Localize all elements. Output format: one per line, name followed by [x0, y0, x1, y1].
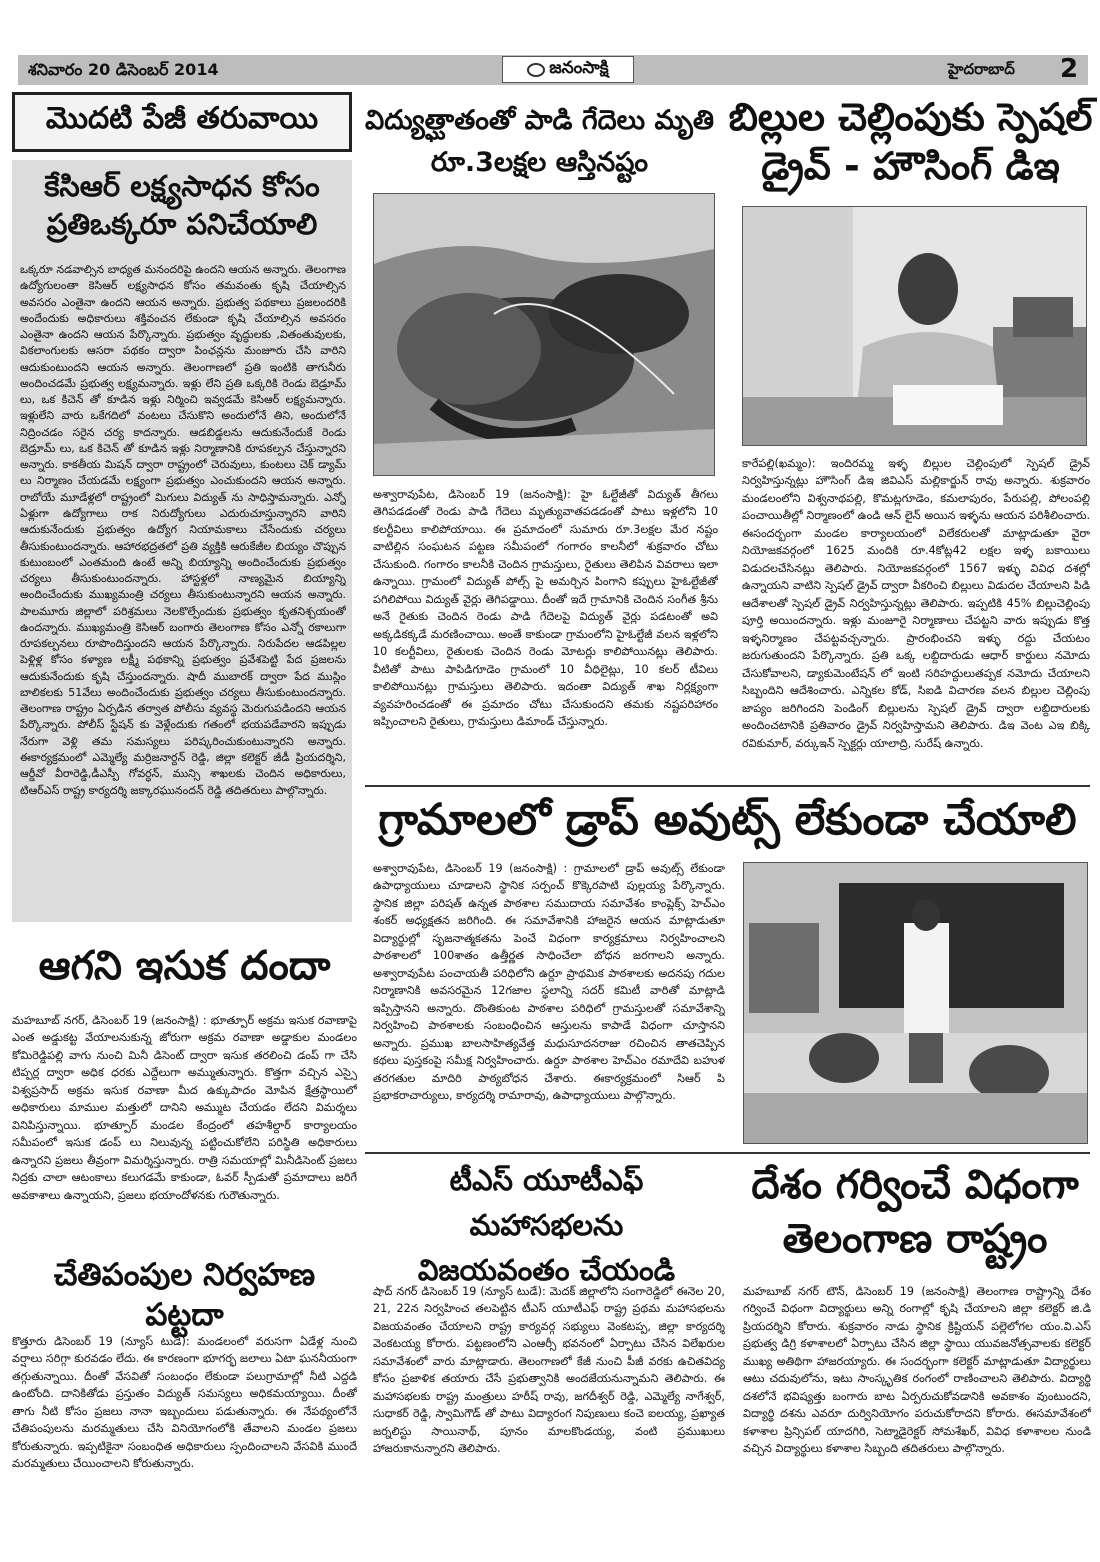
- continued-banner: మొదటి పేజీ తరువాయి: [12, 92, 352, 152]
- chetipampu-headline: చేతిపంపుల నిర్వహణ పట్టదా: [53, 1257, 316, 1334]
- cows-body: అశ్వారావుపేట, డిసెంబర్ 19 (జనంసాక్షి): హై ఓల్టేజీతో విద్యుత్ తీగలు తెగిపడడంతో రెండు పాడి గేదెలు మృత్యువాతపడడంతో పాటు ఇళ్లలోని 10 కలర్టీవిలు కాలిపోయాయి. ఈ ప్రమాదంలో సుమారు రూ.3లక్షల మేర నష్టం వాటిల్లిన సంఘటన పట్టణ సమీపంలో గంగారం కాలనీలో శుక్రవారం చోటు చేసుకుంది. గంగారం కాలనీకి చెందిన గ్రామస్తులు, రైతులు తెలిపిన వివరాలు ఇలా ఉన్నాయి. గ్రామంలో విద్యుత్ పోల్స్ పై అమర్చిన పింగాని కప్పులు హైఓల్టేజీతో పగిలిపోయి విద్యుత్ వైర్లు తెగిపడ్డాయి. దీంతో ఇదే గ్రామానికి చెందిన సంగీత శ్రీను అనే రైతుకు చెందిన రెండు పాడి గేదెలపై విద్యుత్ వైర్లు పడటంతో అవి అక్కడికక్కడే మరణించాయి. అంతే కాకుండా గ్రామంలోని హైఓల్టేజీ వలన ఇళ్లలోని 10 కలర్టీవిలు, రైతులకు చెందిన రెండు మోటర్లు కాలిపోయినట్లు తెలిపారు. వీటితో పాటు పాపిడిగూడెం గ్రామంలో 10 వీధిలైట్లు, 10 కలర్ టీవిలు కాలిపోయినట్లు గ్రామస్తులు తెలిపారు. ఇదంతా విద్యుత్ శాఖ నిర్లక్ష్యంగా వ్యవహరించడంతో ఈ ప్రమాదం చోటు చేసుకుందని తమకు నష్టపరిహారం ఇప్పించాలని రైతులు, గ్రామస్తులు డిమాండ్ చేస్తున్నారు.: [373, 488, 718, 729]
- city-name: హైదరాబాద్: [948, 60, 1015, 78]
- desham-headline-line2: తెలంగాణ రాష్ట్రం: [782, 1216, 1048, 1262]
- section-divider: [365, 785, 1090, 787]
- isuka-headline: ఆగని ఇసుక దందా: [38, 943, 331, 989]
- section-divider-2: [365, 1152, 1090, 1154]
- tsutf-headline: [368, 1158, 725, 1293]
- tsutf-headline-line2: విజయవంతం చేయండి: [417, 1252, 676, 1287]
- dropout-headline: గ్రామాలలో డ్రాప్ అవుట్స్ లేకుండా చేయాలి: [378, 795, 1077, 845]
- tsutf-headline-line1: టీఎస్ యూటీఎఫ్ మహాసభలను: [449, 1163, 644, 1242]
- officer-illustration: [743, 207, 1086, 445]
- desham-body: మహబూబ్ నగర్ టౌన్, డిసెంబర్ 19 (జనంసాక్షి) తెలంగాణ రాష్ట్రాన్ని దేశం గర్వించే విధంగా విద్యార్థులు అన్ని రంగాల్లో కృషి చేయాలని జిల్లా కలెక్టర్ జి.డి ప్రియదర్శిని కోరారు. శుక్రవారం నాడు స్థానిక క్రిష్టియన్ పల్లెలోగల యం.వి.ఎస్ ప్రభుత్వ డిగ్రి కళాశాలలో ఏర్పాటు చేసిన జిల్లా స్థాయి యువజనోత్సవాలకు కలెక్టర్ ముఖ్య అతిథిగా హాజరయ్యారు. ఈ సందర్భంగా కలెక్టర్ మాట్లాడుతూ విద్యార్థులు ఆటు చదువులోను, ఇటు సాంస్కృతిక రంగంలో రాణించాలని తెలిపారు. విద్యార్థి దశలోనే భవిష్యత్తు బంగారు బాట ఏర్పరుచుకోవడానికి అవకాశం వుంటుందని, విద్యార్థి దశను ఎవరూ దుర్వినియోగం పరుచుకోరాదని కోరారు. ఈసమావేశంలో కళాశాల ప్రిన్సిపల్ యాదగిరి, సెట్మాడైరెక్టర్ సోమశేఖర్, వివిధ కళాశాలల నుండి వచ్చిన విద్యార్థులు కళాశాల సిబ్బంది తదితరులు పాల్గొన్నారు.: [743, 1285, 1091, 1456]
- chetipampu-body: కొత్తూరు డిసెంబర్ 19 (న్యూస్ టుడే): మండలంలో వరుసగా ఏడేళ్ల నుంచి వర్షాలు సరిగ్గా కురవడం లేదు. ఈ కారణంగా భూగర్భ జలాలు ఏటా ఘననీయంగా తగ్గుతున్నాయి. దీంతో వేసవితో సంబంధం లేకుండా పలుగ్రామాల్లో నీటి ఎద్దడి ఉంటోంది. దానికితోడు ప్రస్తుతం విద్యుత్ సమస్యలు అధికమయ్యాయి. దీంతో తాగు నీటి కోసం ప్రజలు నానా ఇబ్బందులు పడుతున్నారు. ఈ నేపథ్యంలోనే చేతిపంపులను మరమ్మతులు చేసి వినియోగంలోకి తేవాలని మండల ప్రజలు కోరుతున్నారు. ఇప్పటికైనా సంబంధిత అధికారులు స్పందించాలని వేసవికి ముందే మరమ్మతులు చేయించాలని కోరుతున్నారు.: [12, 1335, 357, 1471]
- desham-headline-line1: దేశం గర్వించే విధంగా: [751, 1162, 1079, 1208]
- kcr-body: ఒక్కరూ నడవాల్సిన బాధ్యత మనందరిపై ఉందని ఆయన అన్నారు. తెలంగాణ ఉద్యోగులంతా కెసిఆర్ లక్ష్యసాధన కోసం తమవంతు కృషి చేయాల్సిన అవసరం ఎంతైనా ఉందని ఆయన అన్నారు. ప్రభుత్వ పథకాలు ప్రజలందరికి అందేందుకు అధికారులు శక్తివంచన లేకుండా కృషి చేయాల్సిన అవసరం ఎంతైనా ఉందని ఆయన పేర్కొన్నారు. ప్రభుత్వం వృద్ధులకు ,వితంతువులకు, వికలాంగులకు ఆసరా పథకం ద్వారా పింఛన్లను మంజూరు చేసి వారిని ఆదుకుంటుందని ఆయన అన్నారు. తెలంగాణలో ప్రతి ఇంటికి తాగునీరు అందించడమే ప్రభుత్వ లక్ష్యమన్నారు. ఇళ్లు లేని ప్రతి ఒక్కరికి రెండు బెడ్రూమ్ లు, ఒక కిచెన్ తో కూడిన ఇళ్లు నిర్మించి ఇవ్వడమే కెసిఆర్ లక్ష్యమన్నారు. ఇళ్లులేని వారు ఒకేగదిలో వంటలు చేసుకొని అందులోనే తిని, అందులోనే నిద్రించడం సరైన చర్య కాదన్నారు. ఆడబిడ్డలను ఆదుకునేందుకే రెండు బెడ్రూమ్ లు, ఒక కిచెన్ తో కూడిన ఇళ్లు నిర్మాణానికి రూపకల్పన చేస్తున్నారని అన్నారు. కాకతీయ మిషన్ ద్వారా రాష్ట్రంలో చెరువులు, కుంటలు చెక్ డ్యామ్ లు నిర్మాణం చేయడమే లక్ష్యంగా ప్రభుత్వం ఎంచుకుందని ఆయన అన్నారు. రాబోయే మూడేళ్లలో రాష్ట్రంలో మిగులు విద్యుత్ ను సాధిస్తామన్నారు. ఎన్నో ఏళ్లుగా ఉద్యోగాలు రాక నిరుద్యోగులు ఎదురుచూస్తున్నారని వారిని ఆదుకునేందుకు ప్రభుత్వం ఉద్యోగ నియామకాలు చేసేందుకు చర్యలు తీసుకుంటుందన్నారు. ఆహారభద్రతలో ప్రతి వ్యక్తికి ఆరుకేజీల బియ్యం చొప్పున కుటుంబంలో ఎంతమంది ఉంటే అన్ని బియ్యాన్ని అందించేందుకు ప్రభుత్వం చర్యలు తీసుకుంటుందన్నారు. హాస్టళ్లలో నాణ్యమైన బియ్యాన్ని అందించేందుకు ముఖ్యమంత్రి చర్యలు తీసుకుంటున్నారని ఆయన అన్నారు. పాలమూరు జిల్లాలో పరిశ్రమలు నెలకొల్పేందుకు ప్రభుత్వం కృతనిశ్చయంతో ఉందన్నారు. ముఖ్యమంత్రి కెసిఆర్ బంగారు తెలంగాణ కోసం ఎన్నో రకాలుగా రూపకల్పనలు రూపొందిస్తుందని ఆయన పేర్కొన్నారు. నిరుపేదల ఆడపిల్లల పెళ్లిళ్ల కోసం కళ్యాణ లక్ష్మీ పథకాన్ని ప్రభుత్వం ప్రవేశపెట్టి పేద ప్రజలను ఆదుకునేందుకు కృషి చేస్తుందన్నారు. షాదీ ముబారక్ ద్వారా పేద ముస్లిం బాలికలకు 51వేలు అందించేందుకు ప్రభుత్వం చర్యలు తీసుకుంటుందన్నారు. తెలంగాణ రాష్ట్రం ఏర్పడిన తర్వాత పోలీసు వ్యవస్థ మెరుగుపడిందని ఆయన పేర్కొన్నారు. పోలీస్ స్టేషన్ కు వెళ్లేందుకు గతంలో భయపడేవారని ఇప్పుడు నేరుగా వెళ్లి తమ సమస్యలు పరిష్కరించుకుంటున్నారని అన్నారు. ఈకార్యక్రమంలో ఎమ్మెల్యే మర్రిజనార్దన్ రెడ్డి, జిల్లా కలెక్టర్ జీడీ ప్రియదర్శిని, ఆర్డీవో వీరారెడ్డి,డీఎస్పీ గోవర్ధన్, మున్సి శాఖలకు చెందిన అధికారులు, టిఆర్ఎస్ రాష్ట్ర కార్యదర్శి జక్కారఘునందన్ రెడ్డి తదితరులు పాల్గొన్నారు.: [20, 263, 346, 797]
- logo-text: జనంసాక్షి: [549, 57, 609, 78]
- page-number: 2: [1060, 54, 1079, 84]
- electrocuted-buffalo-photo: [373, 193, 715, 476]
- logo-emblem-icon: [527, 63, 545, 77]
- bills-headline: [728, 93, 1093, 190]
- issue-date: శనివారం 20 డిసెంబర్ 2014: [28, 60, 219, 79]
- cows-headline-line1: విద్యుత్ఘాతంతో పాడి గేదెలు మృతి: [365, 105, 714, 136]
- bills-headline-line2: డ్రైవ్ - హౌసింగ్ డిఇ: [761, 143, 1060, 188]
- kcr-headline: కేసిఆర్ లక్ష్యసాధన కోసం ప్రతిఒక్కరూ పనిచేయాలి: [44, 169, 320, 241]
- bills-body: కారేపల్లి(ఖమ్మం): ఇందిరమ్మ ఇళ్ళ బిల్లుల చెల్లింపులో స్పెషల్ డ్రైవ్ నిర్వహిస్తున్నట్లు హౌసింగ్ డిఇ జివిఎస్ మల్లికార్జున్ రావు అన్నారు. శుక్రవారం మండలంలోని విశ్వనాథపల్లి, కొమట్లగూడెం, కమలాపురం, పేరుపల్లి, పోలంపల్లి పంచాయితీల్లో నిర్మాణంలో ఉండి ఆన్ లైన్ అయిన ఇళ్ళను ఆయన పరిశీలించారు. ఈసందర్బంగా మండల కార్యాలయంలో విలేకరులతో మాట్లాడుతూ వైరా నియోజకవర్గంలో 1625 మందికి రూ.4కోట్ల42 లక్షల ఇళ్ళ బకాయిలు విడుదలచేసినట్లు తెలిపారు. నియోజకవర్గంలో 1567 ఇళ్ళు వివిధ దశల్లో ఉన్నాయని వాటిని స్పెషల్ డ్రైవ్ ద్వారా వీకరించి బిల్లులు విడుదల చేయాలని పిడి ఆదేశాలతో స్పెషల్ డ్రైవ్ నిర్వహిస్తున్నట్లు తెలిపారు. ఇప్పటికి 45% బిల్లుచెల్లింపు పూర్తి అయిందన్నారు. ఇళ్లు మంజూరై నిర్మాణాలు చేపట్టని వారు ఇప్పుడు కొత్త ఇళ్ళనిర్మాణం చేపట్టవచ్చన్నారు. ప్రారంభించని ఇళ్ళు రద్దు చేయటం జరుగుతుందని పేర్కొన్నారు. ప్రతి ఒక్క లబ్దిదారుడు ఆధార్ కార్డులు నమోదు చేసుకోవాలని, డ్యాకుమెంటేషన్ లో ఇంటి సరిహద్దులుతప్పక నమోదు చేయాలని సిబ్బందిని ఆదేశించారు. ఎన్నికల కోడ్, సిఐడి విచారణ వలన బిల్లుల చెల్లింపు జాప్యం జరిగిందని పెండింగ్ బిల్లులను స్పెషల్ డ్రైవ్ ద్వారా లబ్దిదారులకు అందించటానికి ప్రతివారం డ్రైవ్ నిర్వహిస్తామని తెలిపారు. డిఇ వెంట ఎఇ బిక్కి రవికుమార్, వర్కుఇన్ స్పెక్టర్లు యాలాద్రి, సురేష్ ఉన్నారు.: [742, 457, 1090, 750]
- masthead-bar: [18, 55, 1088, 85]
- officer-at-desk-photo: [742, 206, 1087, 446]
- cows-headline: [362, 100, 717, 184]
- school-classroom-photo: [743, 862, 1088, 1144]
- cows-headline-line2: రూ.3లక్షల ఆస్తినష్టం: [430, 146, 649, 178]
- bills-headline-line1: బిల్లుల చెల్లింపుకు స్పెషల్: [728, 95, 1093, 139]
- classroom-illustration: [744, 863, 1087, 1143]
- tsutf-body: షాద్ నగర్ డిసెంబర్ 19 (న్యూస్ టుడే): మెదక్ జిల్లాలోని సంగారెడ్డిలో ఈనెల 20, 21, 22న నిర్వహించ తలపెట్టిన టీఎస్ యూటీఎఫ్ రాష్ట్ర ప్రథమ మహాసభలను విజయవంతం చేయాలని రాష్ట్ర కార్యవర్గ సభ్యులు వెంకటప్ప, జిల్లా కార్యదర్శి వెంకటయ్య కోరారు. పట్టణంలోని ఎంఆర్సీ భవనంలో ఏర్పాటు చేసిన విలేఖరుల సమావేశంలో వారు మాట్లాడారు. తెలంగాణలో కేజీ నుంచి పీజీ వరకు ఉచితవిద్య కోసం ప్రజాళిక తయారు చేసే ప్రభుత్వానికి అందజేయనున్నామని తెలిపారు. ఈ మహాసభలకు రాష్ట్ర మంత్రులు హరీష్ రావు, జగదీశ్వర్ రెడ్డి, ఎమ్మెల్యే నాగేశ్వర్, సుధాకర్ రెడ్డి, స్వామిగౌడ్ తో పాటు విద్యారంగ నిపుణులు కంచె ఐలయ్య, ప్రఖ్యాత జర్నలిస్టు సాయినాథ్, పూనం మాలకొండయ్య, వంటి ప్రముఖులు హాజరుకానున్నారని తెలిపారు.: [373, 1285, 725, 1456]
- desham-headline: [735, 1158, 1095, 1266]
- isuka-body: మహబూబ్ నగర్, డిసెంబర్ 19 (జనంసాక్షి) : భూత్పూర్ అక్రమ ఇసుక రవాణాపై ఎంత అడ్డుకట్ట వేయాలనుకున్న జోరుగా అక్రమ రవాణా అడ్డాకుల మండలం కోమిరెడ్డిపల్లి వాగు నుంచి మినీ డిసెంట్ ద్వారా ఇసుక తరలించి డంప్ గా చేసి టిప్పర్ల ద్వారా అధిక ధరకు ఎద్దేలుగా అమ్ముతున్నారు. కొత్తగా వచ్చిన ఎస్సై విశ్వప్రసాద్ అక్రమ ఇసుక రవాణా మీద ఉక్కుపాదం మోపిన క్షేత్రస్థాయిలో అధికారులు మాముల మత్తులో దానిని అమ్ముట చేయడం లేదని విమర్శలు వినిపిస్తున్నాయి. భూత్పూర్ మండల కేంద్రంలో తహశీల్దార్ కార్యాలయం సమీపంలో ఇసుక డంప్ లు నిలువున్న పట్టించుకోలేని పరిస్థితి అధికారులు ఉన్నారని ప్రజలు తీవ్రంగా విమర్శిస్తున్నారు. రాత్రి సమయాల్లో మినీడిసెంట్ ప్రజలు నిద్రకు చాలా ఆటంకాలు కలుగడమే కాకుండా, ఓవర్ స్పీడుతో ప్రమాదాలు జరిగే అవకాశాలు ఉన్నాయని, ప్రజలు భయాందోళనకు గురౌతున్నారు.: [12, 1014, 357, 1202]
- newspaper-logo: [502, 56, 634, 83]
- dropout-body: అశ్వారావుపేట, డిసెంబర్ 19 (జనంసాక్షి) : గ్రామాలలో డ్రాప్ అవుట్స్ లేకుండా ఉపాధ్యాయులు చూడాలని స్థానిక సర్పంచ్ కొక్కెరపాటి పుల్లయ్య పేర్కొన్నారు. స్థానిక జిల్లా పరిషత్ ఉన్నత పాఠశాల సముదాయ సమావేశం కాంప్లెక్స్ హెచ్ఎం శంకర్ అధ్యక్షతన జరిగింది. ఈ సమావేశానికి హాజరైన ఆయన మాట్లాడుతూ విద్యార్థుల్లో సృజనాత్మకతను పెంచే విధంగా కార్యక్రమాలు నిర్వహించాలని పాఠశాలలో 100శాతం ఉత్తీర్ణత సాధించేలా బోధన జరగాలని అన్నారు. అశ్వారావుపేట పంచాయతీ పరిధిలోని ఉర్దూ ప్రాథమిక పాఠశాలకు అదనపు గదుల నిర్మాణానికి అవసరమైన 12గజాల స్థలాన్ని సదర్ కమిటీ వారితో మాట్లాడి ఇప్పిస్తానని అన్నారు. దొంతికుంట పాఠశాల పరిధిలో గ్రామస్తులతో సమావేశాన్ని నిర్వహించి పాఠశాలకు సంబంధించిన ఆస్తులను కాపాడే విధంగా చూస్తానని అన్నారు. ప్రముఖ బాలసాహిత్యవేత్త మధుసూదనరాజు రచించిన తాతచెప్పిన కథలు పుస్తకంపై సమీక్ష నిర్వహించారు. ఉర్దూ పాఠశాల హెచ్ఎం రమాదేవి బహుళ తరగతుల మాదిరి పాఠ్యబోధన చేశారు. ఈకార్యక్రమంలో సిఆర్ పి ప్రభాకరాచార్యులు, కార్యదర్శి రామారావు, ఉపాధ్యాయులు పాల్గొన్నారు.: [373, 862, 725, 1103]
- buffalo-illustration: [374, 194, 714, 475]
